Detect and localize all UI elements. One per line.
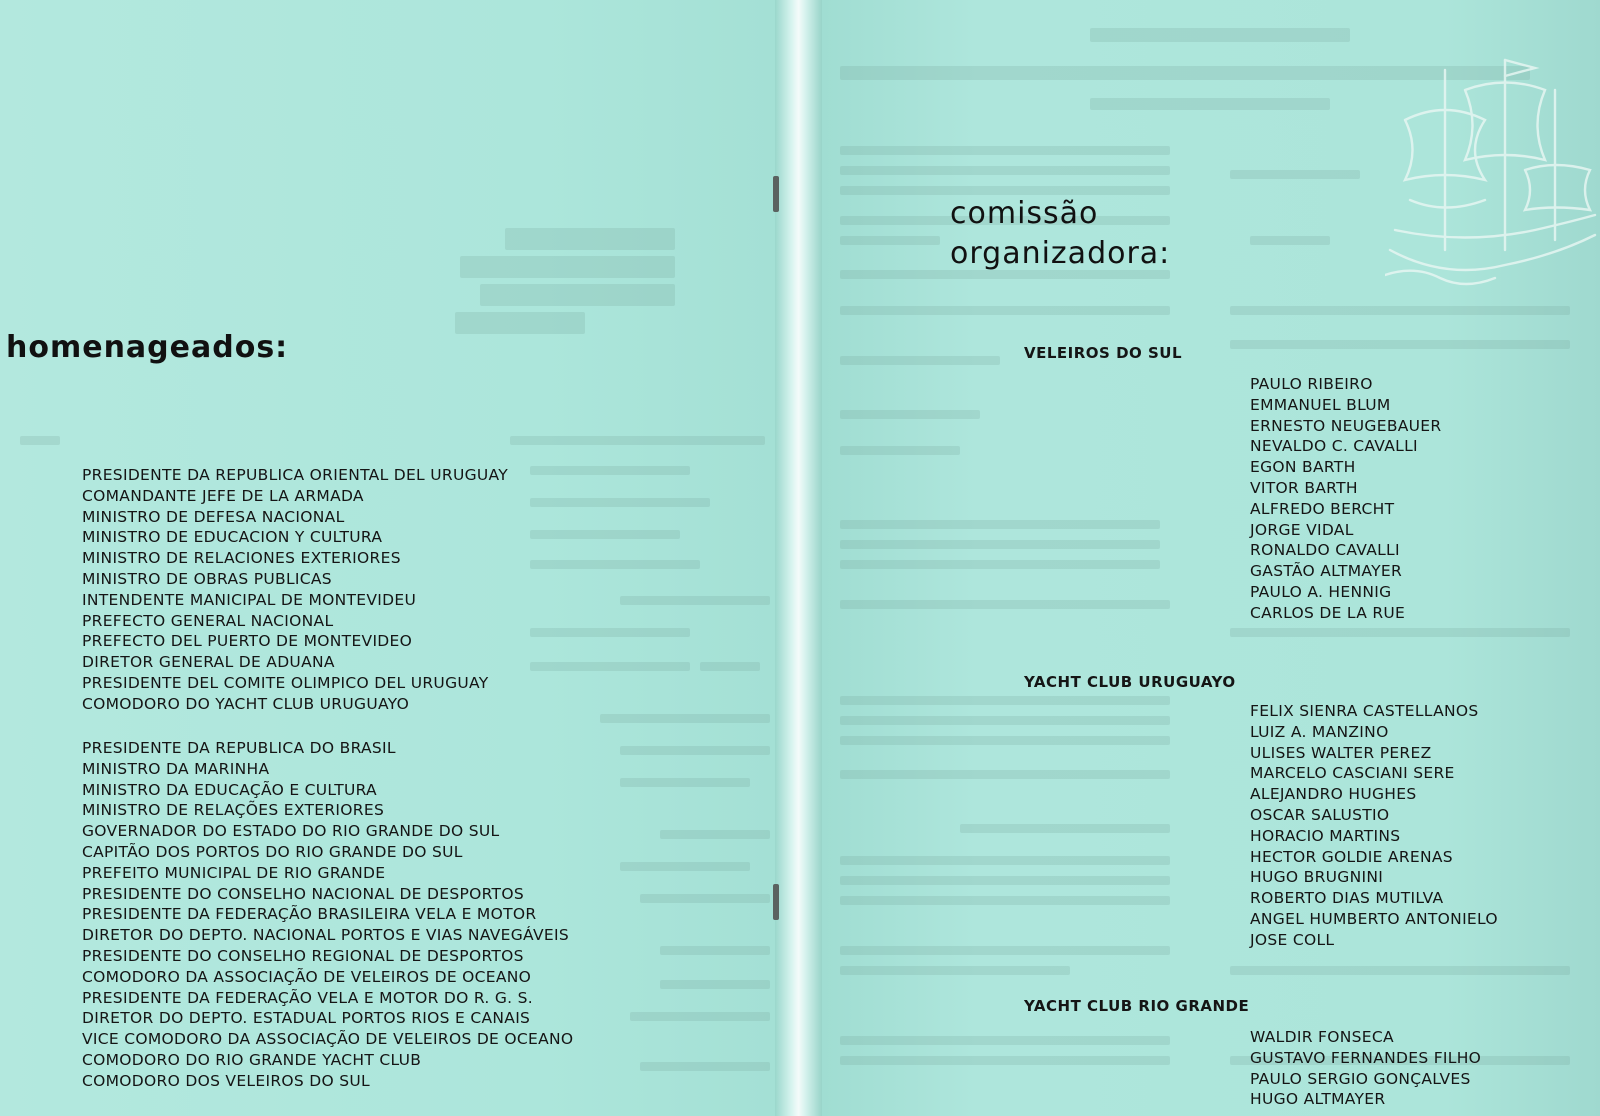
list-item: PAULO RIBEIRO bbox=[1250, 375, 1373, 393]
uruguay-honorees-list bbox=[82, 465, 508, 715]
list-item: VICE COMODORO DA ASSOCIAÇÃO DE VELEIROS DE OCEANO bbox=[82, 1030, 574, 1049]
list-item: EGON BARTH bbox=[1250, 458, 1356, 477]
club-name: YACHT CLUB URUGUAYO bbox=[1024, 673, 1236, 691]
list-item: MINISTRO DE RELACIONES EXTERIORES bbox=[82, 549, 401, 568]
list-item: COMODORO DO RIO GRANDE YACHT CLUB bbox=[82, 1050, 422, 1069]
list-item: MINISTRO DE OBRAS PUBLICAS bbox=[82, 569, 332, 588]
list-item: MINISTRO DE EDUCACION Y CULTURA bbox=[82, 528, 383, 547]
club-name: VELEIROS DO SUL bbox=[1024, 344, 1183, 362]
list-item: ULISES WALTER PEREZ bbox=[1250, 743, 1432, 762]
club-name: YACHT CLUB RIO GRANDE bbox=[1024, 997, 1250, 1015]
list-item: ROBERTO DIAS MUTILVA bbox=[1250, 889, 1444, 908]
staple-top bbox=[773, 176, 779, 212]
staple-bottom bbox=[773, 884, 779, 920]
sailing-ship-icon bbox=[1385, 50, 1600, 290]
club-members-list bbox=[1250, 1027, 1481, 1110]
honorees-heading: homenageados: bbox=[6, 330, 289, 365]
list-item: LUIZ A. MANZINO bbox=[1250, 722, 1389, 741]
list-item: PAULO A. HENNIG bbox=[1250, 582, 1392, 601]
list-item: MINISTRO DE RELAÇÕES EXTERIORES bbox=[82, 801, 385, 820]
list-item: HUGO BRUGNINI bbox=[1250, 868, 1384, 887]
list-item: PRESIDENTE DO CONSELHO REGIONAL DE DESPORTOS bbox=[82, 946, 524, 965]
list-item: PREFECTO GENERAL NACIONAL bbox=[82, 611, 334, 630]
list-item: MINISTRO DA MARINHA bbox=[82, 759, 270, 778]
list-item: RONALDO CAVALLI bbox=[1250, 541, 1400, 560]
list-item: FELIX SIENRA CASTELLANOS bbox=[1250, 702, 1479, 720]
list-item: EMMANUEL BLUM bbox=[1250, 395, 1391, 414]
list-item: ERNESTO NEUGEBAUER bbox=[1250, 416, 1442, 435]
brazil-honorees-list bbox=[82, 738, 573, 1092]
list-item: COMODORO DA ASSOCIAÇÃO DE VELEIROS DE OCEANO bbox=[82, 967, 532, 986]
list-item: NEVALDO C. CAVALLI bbox=[1250, 437, 1418, 456]
list-item: DIRETOR DO DEPTO. NACIONAL PORTOS E VIAS NAVEGÁVEIS bbox=[82, 926, 569, 945]
list-item: MINISTRO DA EDUCAÇÃO E CULTURA bbox=[82, 780, 377, 799]
list-item: VITOR BARTH bbox=[1250, 478, 1358, 497]
list-item: PRESIDENTE DEL COMITE OLIMPICO DEL URUGUAY bbox=[82, 673, 489, 692]
list-item: GASTÃO ALTMAYER bbox=[1250, 562, 1403, 581]
club-members-list bbox=[1250, 701, 1498, 951]
list-item: MINISTRO DE DEFESA NACIONAL bbox=[82, 507, 345, 526]
list-item: GUSTAVO FERNANDES FILHO bbox=[1250, 1048, 1482, 1067]
list-item: COMODORO DOS VELEIROS DO SUL bbox=[82, 1071, 370, 1090]
committee-heading-line1: comissão bbox=[950, 196, 1099, 231]
list-item: HECTOR GOLDIE ARENAS bbox=[1250, 847, 1453, 866]
committee-heading bbox=[950, 194, 1170, 274]
list-item: COMANDANTE JEFE DE LA ARMADA bbox=[82, 486, 364, 505]
list-item: OSCAR SALUSTIO bbox=[1250, 805, 1390, 824]
list-item: DIRETOR DO DEPTO. ESTADUAL PORTOS RIOS E CANAIS bbox=[82, 1009, 531, 1028]
club-members-list bbox=[1250, 374, 1441, 624]
list-item: INTENDENTE MANICIPAL DE MONTEVIDEU bbox=[82, 590, 417, 609]
list-item: PRESIDENTE DA FEDERAÇÃO BRASILEIRA VELA E MOTOR bbox=[82, 905, 537, 924]
list-item: JORGE VIDAL bbox=[1250, 520, 1354, 539]
list-item: PRESIDENTE DO CONSELHO NACIONAL DE DESPORTOS bbox=[82, 884, 524, 903]
committee-heading-line2: organizadora: bbox=[950, 236, 1171, 271]
list-item: HORACIO MARTINS bbox=[1250, 826, 1401, 845]
list-item: DIRETOR GENERAL DE ADUANA bbox=[82, 653, 335, 672]
book-gutter bbox=[775, 0, 822, 1116]
list-item: PRESIDENTE DA REPUBLICA ORIENTAL DEL URUGUAY bbox=[82, 466, 509, 484]
list-item: MARCELO CASCIANI SERE bbox=[1250, 764, 1455, 783]
list-item: ALFREDO BERCHT bbox=[1250, 499, 1395, 518]
list-item: PREFECTO DEL PUERTO DE MONTEVIDEO bbox=[82, 632, 413, 651]
list-item: GOVERNADOR DO ESTADO DO RIO GRANDE DO SUL bbox=[82, 822, 500, 841]
list-item: ANGEL HUMBERTO ANTONIELO bbox=[1250, 909, 1498, 928]
list-item: ALEJANDRO HUGHES bbox=[1250, 785, 1417, 804]
list-item: PREFEITO MUNICIPAL DE RIO GRANDE bbox=[82, 863, 386, 882]
list-item: PRESIDENTE DA REPUBLICA DO BRASIL bbox=[82, 739, 396, 757]
list-item: COMODORO DO YACHT CLUB URUGUAYO bbox=[82, 694, 410, 713]
list-item: PRESIDENTE DA FEDERAÇÃO VELA E MOTOR DO R. G. S. bbox=[82, 988, 533, 1007]
list-item: CAPITÃO DOS PORTOS DO RIO GRANDE DO SUL bbox=[82, 842, 463, 861]
list-item: PAULO SERGIO GONÇALVES bbox=[1250, 1069, 1471, 1088]
list-item: JOSE COLL bbox=[1250, 930, 1335, 949]
list-item: HUGO ALTMAYER bbox=[1250, 1090, 1386, 1109]
list-item: WALDIR FONSECA bbox=[1250, 1028, 1394, 1046]
list-item: CARLOS DE LA RUE bbox=[1250, 603, 1406, 622]
